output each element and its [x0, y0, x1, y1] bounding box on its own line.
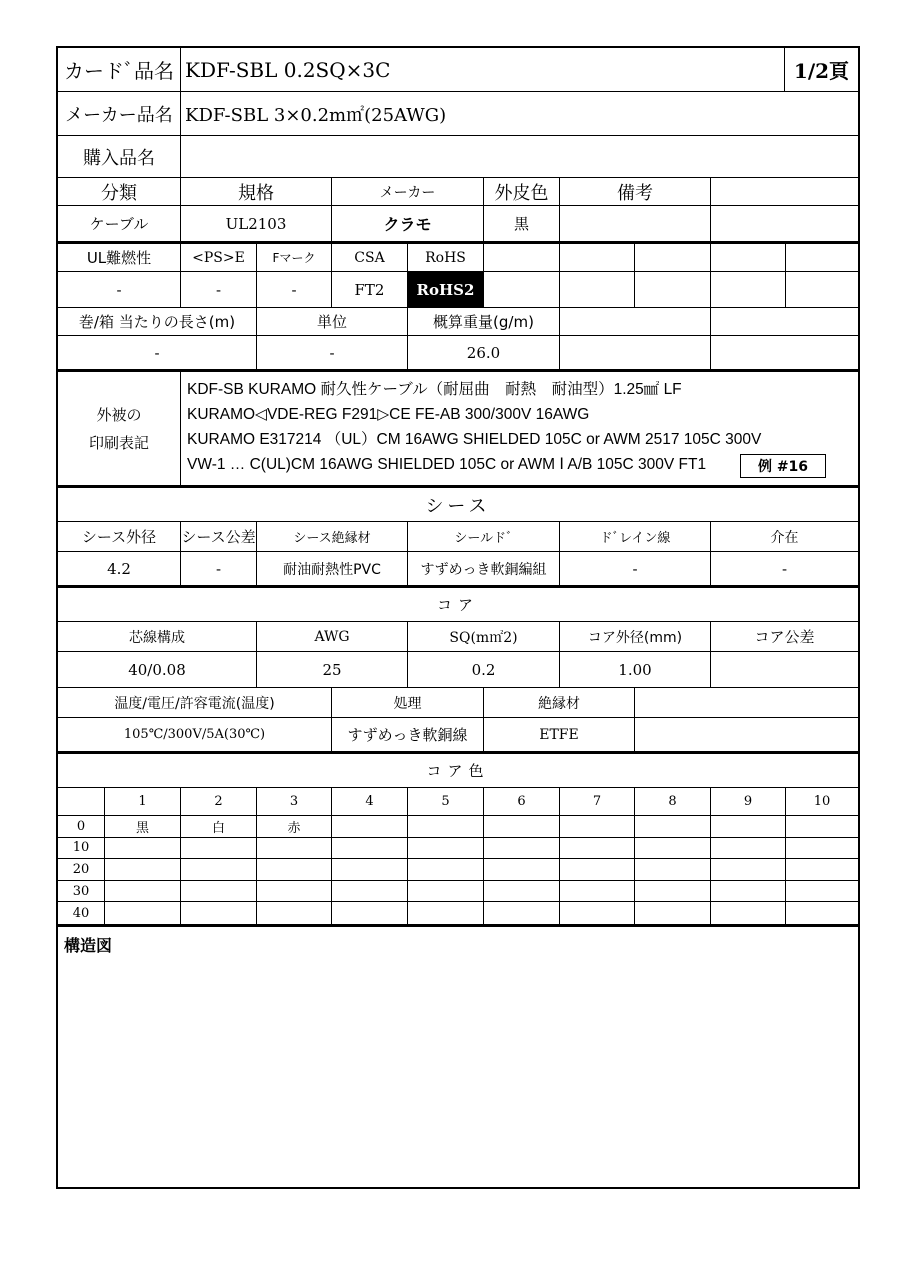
table-row	[58, 859, 858, 881]
blank-value	[710, 206, 858, 241]
core-color-cell	[559, 881, 634, 902]
core-color-cell	[634, 838, 710, 859]
structure-title: 構造図	[64, 936, 113, 955]
jacket-print-label-line2: 印刷表記	[88, 433, 149, 452]
core-color-col-5: 5	[407, 788, 483, 815]
core-color-cell	[785, 881, 858, 902]
core-color-cell	[256, 859, 331, 880]
jacket-print-row	[58, 372, 858, 488]
sheath-insulation-value: 耐油耐熱性PVC	[256, 552, 407, 585]
sq-header: SQ(m㎡2)	[407, 622, 559, 651]
cert-blank-value-1	[483, 272, 559, 307]
table-row	[58, 816, 858, 838]
length-blank-header-1	[559, 308, 710, 335]
maker-header: メーカー	[331, 178, 483, 205]
maker-name-value: KDF-SBL 3×0.2m㎡(25AWG)	[180, 92, 858, 135]
core-color-cell	[483, 838, 559, 859]
classification-value-row	[58, 206, 858, 244]
core-color-header-row	[58, 788, 858, 816]
card-name-value: KDF-SBL 0.2SQ×3C	[180, 48, 784, 91]
core-color-col-2: 2	[180, 788, 256, 815]
unit-value: -	[256, 336, 407, 369]
core-color-col-1: 1	[104, 788, 180, 815]
core-od-header: コア外径(mm)	[559, 622, 710, 651]
core-color-cell	[104, 859, 180, 880]
core-color-corner	[58, 788, 104, 815]
core-color-cell	[180, 859, 256, 880]
purchase-name-row	[58, 136, 858, 178]
core-color-row-label: 20	[72, 861, 90, 877]
class-header: 分類	[101, 182, 137, 204]
pse-header: <PS>E	[180, 244, 256, 271]
core-color-cell	[634, 881, 710, 902]
cert-blank-header-3	[634, 244, 710, 271]
core-color-cell: 赤	[256, 816, 331, 837]
insulation-header: 絶縁材	[483, 688, 634, 717]
core-color-cell	[180, 838, 256, 859]
core-color-cell	[785, 838, 858, 859]
maker-name-label: メーカー品名	[65, 104, 173, 126]
core-color-col-3: 3	[256, 788, 331, 815]
sheath-title-row	[58, 488, 858, 522]
example-badge: 例 #16	[740, 454, 826, 478]
card-name-row	[58, 48, 858, 92]
core-value2-row	[58, 718, 858, 754]
print-line-4: VW-1 … C(UL)CM 16AWG SHIELDED 105C or AWM Ⅰ A/B 105C 300V FT1	[187, 456, 707, 473]
sq-value: 0.2	[407, 652, 559, 687]
print-line-2: KURAMO◁VDE-REG F291▷CE FE-AB 300/300V 16AWG	[187, 406, 590, 423]
core-color-col-9: 9	[710, 788, 785, 815]
core-color-cell	[331, 881, 407, 902]
core-color-row-label: 40	[72, 905, 90, 921]
shield-header: シールドﾞ	[407, 522, 559, 551]
core-tolerance-value	[710, 652, 858, 687]
core-color-cell	[104, 838, 180, 859]
table-row	[58, 881, 858, 903]
core-color-cell	[785, 816, 858, 837]
table-row	[58, 838, 858, 860]
rohs-value-badge: RoHS2	[407, 272, 483, 307]
core-color-cell	[180, 881, 256, 902]
treatment-header: 処理	[331, 688, 483, 717]
cert-blank-value-2	[559, 272, 634, 307]
cert-blank-value-3	[634, 272, 710, 307]
core-color-col-6: 6	[483, 788, 559, 815]
length-header-row	[58, 308, 858, 336]
length-blank-value-2	[710, 336, 858, 369]
sheath-od-header: シース外径	[81, 528, 157, 546]
purchase-name-value	[180, 136, 858, 177]
core-color-row-label: 30	[72, 883, 90, 899]
core-header-row	[58, 622, 858, 652]
sheath-header-row	[58, 522, 858, 552]
weight-value: 26.0	[407, 336, 559, 369]
core-title: コア	[436, 596, 479, 614]
classification-header-row	[58, 178, 858, 206]
ul-flame-value: -	[116, 280, 122, 299]
core-color-cell	[483, 859, 559, 880]
core-color-cell: 白	[180, 816, 256, 837]
core-color-cell	[559, 816, 634, 837]
core-color-cell	[710, 859, 785, 880]
awg-header: AWG	[256, 622, 407, 651]
core-color-col-7: 7	[559, 788, 634, 815]
length-blank-value-1	[559, 336, 710, 369]
core-color-cell	[634, 859, 710, 880]
awg-value: 25	[256, 652, 407, 687]
weight-header: 概算重量(g/m)	[407, 308, 559, 335]
core-color-cell	[785, 859, 858, 880]
core-color-cell	[407, 881, 483, 902]
core-color-col-10: 10	[785, 788, 858, 815]
core-color-col-4: 4	[331, 788, 407, 815]
sheath-od-value: 4.2	[107, 559, 131, 578]
core-color-cell	[634, 816, 710, 837]
csa-value: FT2	[331, 272, 407, 307]
cert-value-row	[58, 272, 858, 308]
core-color-title: コア色	[426, 762, 490, 780]
core-color-cell	[710, 838, 785, 859]
core-color-cell	[256, 881, 331, 902]
unit-header: 単位	[256, 308, 407, 335]
sheath-tolerance-value: -	[180, 552, 256, 585]
core-header2-row	[58, 688, 858, 718]
cable-spec-sheet	[56, 46, 860, 1189]
drain-header: ドﾞレイン線	[559, 522, 710, 551]
core-color-cell: 黒	[104, 816, 180, 837]
core-color-cell	[407, 816, 483, 837]
temp-voltage-header: 温度/電圧/許容電流(温度)	[114, 695, 275, 712]
shield-value: すずめっき軟銅編組	[407, 552, 559, 585]
cert-blank-header-1	[483, 244, 559, 271]
pse-value: -	[180, 272, 256, 307]
fmark-value: -	[256, 272, 331, 307]
maker-value: クラモ	[331, 206, 483, 241]
conductor-value: 40/0.08	[128, 660, 186, 679]
print-line-1: KDF-SB KURAMO 耐久性ケーブル（耐屈曲 耐熱 耐油型）1.25㎟ LF	[187, 381, 682, 398]
spec-value: UL2103	[180, 206, 331, 241]
core-color-col-8: 8	[634, 788, 710, 815]
sheath-insulation-header: シース絶縁材	[256, 522, 407, 551]
core-color-cell	[407, 838, 483, 859]
jacket-print-label-line1: 外被の	[96, 405, 142, 424]
structure-section	[58, 921, 858, 1187]
cert-blank-value-5	[785, 272, 858, 307]
core-color-cell	[483, 881, 559, 902]
core-tolerance-header: コア公差	[710, 622, 858, 651]
spec-header: 規格	[180, 178, 331, 205]
core-title-row	[58, 588, 858, 622]
ul-flame-header: UL難燃性	[86, 249, 152, 267]
sheath-title: シース	[425, 495, 491, 517]
cert-blank-header-5	[785, 244, 858, 271]
purchase-name-label: 購入品名	[83, 147, 155, 169]
sheath-value-row	[58, 552, 858, 588]
conductor-header: 芯線構成	[129, 629, 185, 646]
core-color-cell	[331, 816, 407, 837]
filler-header: 介在	[710, 522, 858, 551]
length-value-row	[58, 336, 858, 372]
csa-header: CSA	[331, 244, 407, 271]
core-color-cell	[256, 838, 331, 859]
core-color-cell	[710, 881, 785, 902]
core-color-cell	[559, 859, 634, 880]
core-color-cell	[483, 816, 559, 837]
core-color-title-row	[58, 754, 858, 788]
length-blank-header-2	[710, 308, 858, 335]
core-value-row	[58, 652, 858, 688]
core-color-cell	[710, 816, 785, 837]
cert-blank-header-2	[559, 244, 634, 271]
blank-header	[710, 178, 858, 205]
insulation-value: ETFE	[483, 718, 634, 751]
treatment-value: すずめっき軟銅線	[331, 718, 483, 751]
core-color-cell	[407, 859, 483, 880]
card-name-label: カードﾞ品名	[64, 59, 174, 83]
jacket-print-label	[58, 372, 180, 485]
cert-blank-value-4	[710, 272, 785, 307]
drain-value: -	[559, 552, 710, 585]
core-color-cell	[104, 881, 180, 902]
length-per-roll-value: -	[154, 343, 160, 362]
color-header: 外皮色	[483, 178, 559, 205]
core-blank-value	[634, 718, 858, 751]
core-blank-header	[634, 688, 858, 717]
core-color-cell	[331, 838, 407, 859]
fmark-header: Fマーク	[256, 244, 331, 271]
maker-name-row	[58, 92, 858, 136]
page-number: 1/2頁	[784, 48, 858, 91]
core-color-row-label: 0	[76, 818, 86, 834]
note-value	[559, 206, 710, 241]
core-color-cell	[331, 859, 407, 880]
cert-header-row	[58, 244, 858, 272]
core-od-value: 1.00	[559, 652, 710, 687]
class-value: ケーブル	[89, 215, 149, 233]
note-header: 備考	[559, 178, 710, 205]
core-color-row-label: 10	[72, 840, 90, 856]
temp-voltage-value: 105℃/300V/5A(30℃)	[123, 727, 266, 742]
cert-blank-header-4	[710, 244, 785, 271]
length-per-roll-header: 巻/箱 当たりの長さ(m)	[78, 313, 236, 331]
color-value: 黒	[483, 206, 559, 241]
rohs-header: RoHS	[407, 244, 483, 271]
sheath-tolerance-header: シース公差	[180, 522, 256, 551]
core-color-cell	[559, 838, 634, 859]
print-line-3: KURAMO E317214 （UL）CM 16AWG SHIELDED 105C or AWM 2517 105C 300V	[187, 431, 762, 448]
filler-value: -	[710, 552, 858, 585]
